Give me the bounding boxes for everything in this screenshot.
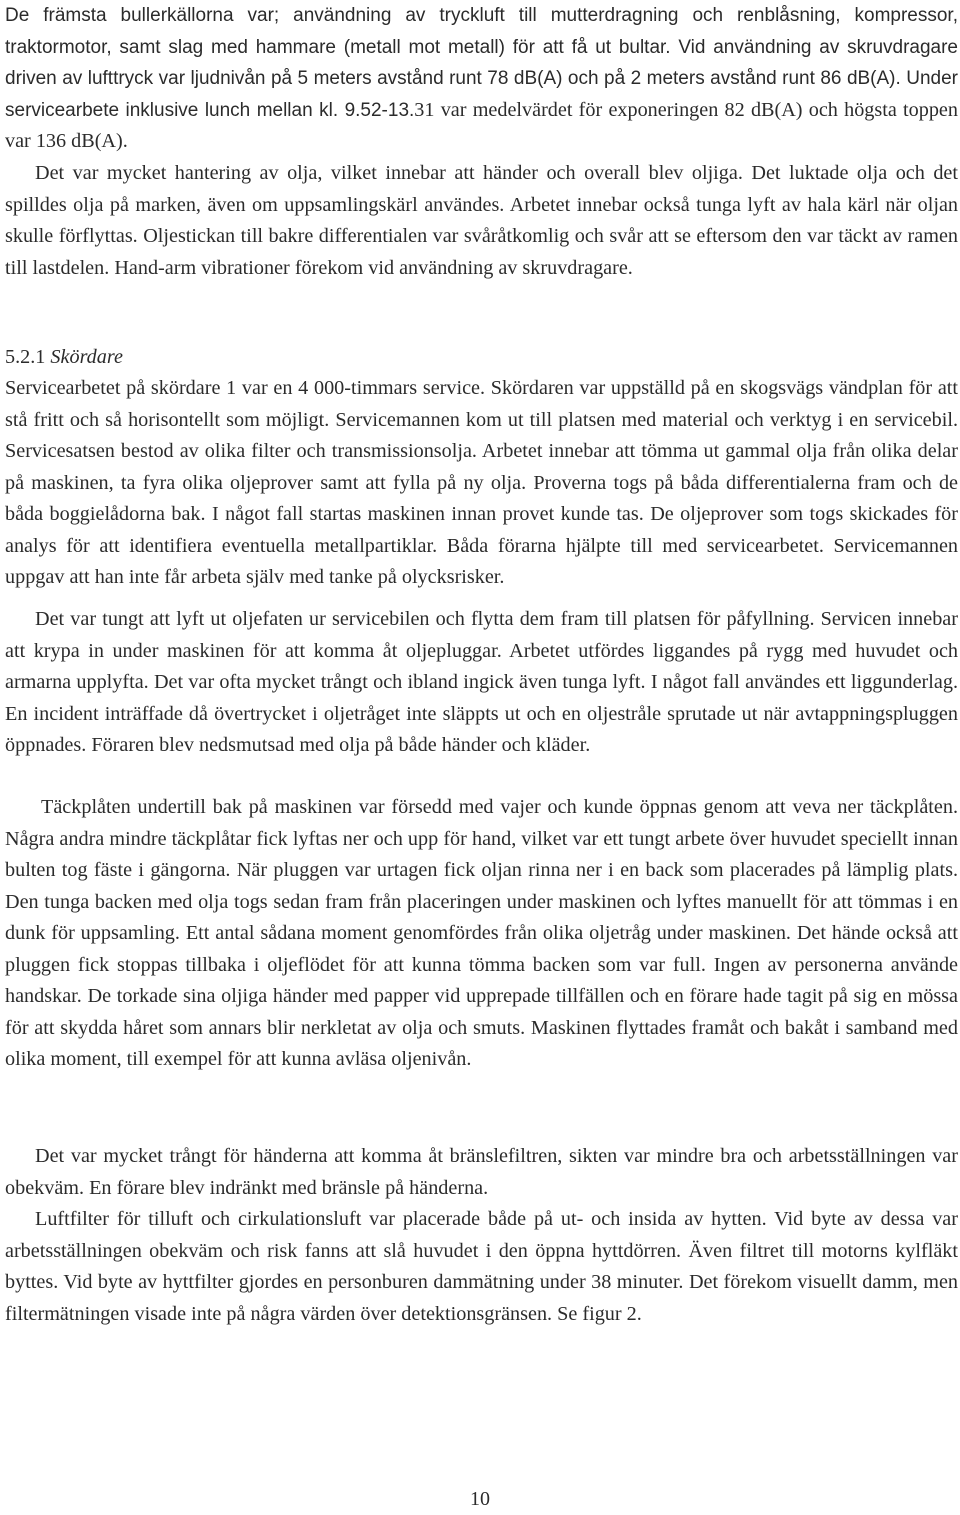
intro-text-part1: De främsta bullerkällorna var; användning av tryckluft till mutterdragning och renblåsning, kompressor, traktormotor, samt slag med hammare (metall mot metall) för att få ut bultar. Vid användning av skruvdragare driven av lufttryck var ljudnivån på 5 meters avstånd runt 78 dB(A) och på 2 meters avstånd runt 86 dB(A). Under servicearbete inklusive lunch mellan kl. 9.52-13. xyxy=(5,5,958,121)
section-heading xyxy=(5,342,123,374)
air-filter-paragraph: Luftfilter för tilluft och cirkulationsluft var placerade både på ut- och insida av hytten. Vid byte av dessa var arbetsställningen obekväm och risk fanns att slå huvudet i den öppna hyttdörren. Även filtret till motorns kylfläkt byttes. Vid byte av hyttfilter gjordes en personburen dammätning under 38 minuter. Det förekom visuellt damm, men filtermätningen visade inte på några värden över detektionsgränsen. Se figur 2. xyxy=(5,1208,958,1325)
page-number: 10 xyxy=(470,1488,490,1510)
harvester-service-paragraph: Servicearbetet på skördare 1 var en 4 000-timmars service. Skördaren var uppställd på en skogsvägs vändplan för att stå fritt och så horisontellt som möjligt. Servicemannen kom ut till platsen med material och verktyg i en servicebil. Servicesatsen bestod av olika filter och transmissionsolja. Arbetet innebar att tömma ut gammal olja från olika delar på maskinen, ta fyra olika oljeprover samt att fylla på ny olja. Proverna togs på båda differentialerna fram och de båda boggielådorna bak. I något fall startas maskinen innan provet kunde tas. De oljeprover som togs skickades för analys för att identifiera eventuella metallpartiklar. Båda förarna hjälpte till med servicearbetet. Servicemannen uppgav att han inte får arbeta själv med tanke på olycksrisker. xyxy=(5,377,958,588)
cover-plate-paragraph: Täckplåten undertill bak på maskinen var försedd med vajer och kunde öppnas genom att veva ner täckplåten. Några andra mindre täckplåtar fick lyftas ner och upp för hand, vilket var ett tungt arbete över huvudet speciellt innan bulten tog fäste i gängorna. När pluggen var urtagen fick oljan rinna ner i en back som placerades på lämplig plats. Den tunga backen med olja togs sedan fram från placeringen under maskinen och lyftes manuellt för att tömmas i en dunk för uppsamling. Ett antal sådana moment genomfördes från olika oljetråg under maskinen. Det hände också att pluggen fick stoppas tillbaka i oljeflödet för att kunna tömma backen som var full. Ingen av personerna använde handskar. De torkade sina oljiga händer med papper vid upprepade tillfällen och en förare hade tagit på sig en mössa för att skydda håret som annars blir nerkletat av olja och smuts. Maskinen flyttades framåt och bakåt i samband med olika moment, till exempel för att kunna avläsa oljenivån. xyxy=(5,796,958,1070)
section-title: Skördare xyxy=(50,346,123,368)
intro-paragraph xyxy=(5,0,958,158)
intro-text-part2: 31 var medelvärdet för exponeringen 82 dB(A) och högsta toppen var 136 dB(A). xyxy=(5,98,958,152)
heavy-lifting-paragraph: Det var tungt att lyft ut oljefaten ur servicebilen och flytta dem fram till platsen för påfyllning. Servicen innebar att krypa in under maskinen för att komma åt oljepluggar. Arbetet utfördes liggandes på rygg med huvudet och armarna upplyfta. Det var ofta mycket trångt och ibland ingick även tunga lyft. I något fall användes ett liggunderlag. En incident inträffade då övertrycket i oljetråget inte släppts ut och en oljestråle sprutade ut när avtappningspluggen öppnades. Föraren blev nedsmutsad med olja på både händer och kläder. xyxy=(5,608,958,756)
oil-handling-paragraph: Det var mycket hantering av olja, vilket innebar att händer och overall blev oljiga. Det luktade olja och det spilldes olja på marken, även om uppsamlingskärl användes. Arbetet innebar också tunga lyft av hala kärl när oljan skulle förflyttas. Oljestickan till bakre differentialen var svåråtkomlig och svår att se eftersom den var täckt av ramen till lastdelen. Hand-arm vibrationer förekom vid användning av skruvdragare. xyxy=(5,162,958,279)
section-number: 5.2.1 xyxy=(5,346,46,368)
fuel-filter-paragraph: Det var mycket trångt för händerna att komma åt bränslefiltren, sikten var mindre bra och arbetsställningen var obekväm. En förare blev indränkt med bränsle på händerna. xyxy=(5,1145,958,1199)
